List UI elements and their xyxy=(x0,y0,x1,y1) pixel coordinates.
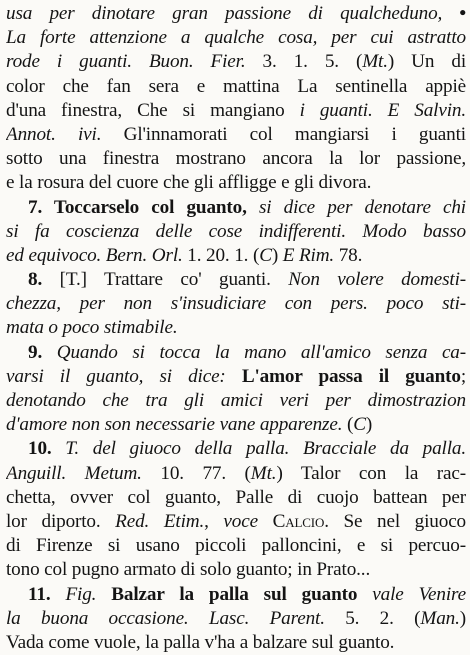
text-segment: 5. 2. ( xyxy=(324,607,421,629)
text-segment: C xyxy=(259,244,272,266)
text-segment: Balzar la palla sul guanto xyxy=(96,583,358,605)
text-segment: Man. xyxy=(420,607,460,629)
text-line xyxy=(6,365,466,389)
text-line xyxy=(6,99,466,123)
text-segment: Anguill. Metum. xyxy=(6,462,142,484)
text-line xyxy=(6,147,466,171)
text-segment: voce xyxy=(223,510,258,532)
text-segment: Quando si tocca la mano all'amico senza ca- xyxy=(56,341,466,363)
text-segment: color che fan sera e mattina La sentinella appiè xyxy=(6,75,466,97)
text-segment: 1. 20. 1. ( xyxy=(182,244,260,266)
text-segment: Mt. xyxy=(362,51,388,73)
text-segment: chezza, per non s'insudiciare con pers. poco sti- xyxy=(6,293,466,315)
text-segment: [T.] Trattare co' guanti. xyxy=(59,269,289,291)
text-segment: 9. xyxy=(28,341,57,363)
text-segment: varsi il guanto, si dice: xyxy=(6,365,242,387)
text-segment: ) xyxy=(365,414,373,436)
text-segment: ed equivoco. Bern. Orl. xyxy=(6,244,183,266)
text-line xyxy=(6,292,466,316)
text-segment: di Firenze si usano piccoli palloncini, e si percuo- xyxy=(6,535,466,557)
text-line xyxy=(6,50,466,74)
text-segment: si dice per denotare chi xyxy=(246,196,466,218)
text-segment: denotando che tra gli amici veri per dimostrazion xyxy=(6,390,466,411)
text-segment: vale Venire xyxy=(357,583,466,605)
text-line xyxy=(6,607,466,631)
text-segment: 3. 1. 5. ( xyxy=(245,51,363,73)
text-segment: la buona occasione. Lasc. Parent. xyxy=(6,607,325,629)
text-segment: d'amore non son necessarie vane apparenze. xyxy=(6,414,343,436)
text-line xyxy=(6,413,466,437)
text-segment: Annot. ivi. xyxy=(6,123,102,145)
text-segment: Non volere domesti- xyxy=(288,269,466,291)
text-segment: mata o poco stimabile. xyxy=(6,317,178,339)
text-segment: ) xyxy=(271,244,283,266)
text-segment: chetta, ovver col guanto, Palle di cuojo battean per xyxy=(6,486,466,508)
text-segment: Gl'innamorati col mangiarsi i guanti xyxy=(101,123,466,145)
text-segment: T. del giuoco della palla. Bracciale da palla. xyxy=(65,438,466,460)
text-segment: , xyxy=(204,510,224,532)
text-line xyxy=(6,316,466,340)
text-line xyxy=(6,268,466,292)
text-segment: Vada come vuole, la palla v'ha a balzare sul guanto. xyxy=(6,631,395,653)
text-segment: C xyxy=(353,414,366,436)
text-line xyxy=(6,558,466,582)
text-line xyxy=(6,534,466,558)
text-segment: usa per dinotare gran passione di qualcheduno, xyxy=(6,3,460,24)
text-segment: . Se nel giuoco xyxy=(324,510,466,532)
text-line xyxy=(6,486,466,510)
text-segment: La forte attenzione a qualche cosa, per cui astratto xyxy=(6,27,466,49)
text-segment: ) xyxy=(459,607,466,629)
text-line xyxy=(6,220,466,244)
text-line xyxy=(6,631,466,655)
text-segment: 10. xyxy=(28,438,66,460)
text-segment: i guanti. E Salvin. xyxy=(299,99,466,121)
text-line xyxy=(6,583,466,607)
text-line xyxy=(6,389,466,413)
text-segment: ) Talor con la rac- xyxy=(276,462,466,484)
text-segment: ) Un di xyxy=(387,51,466,73)
text-segment: tono col pugno armato di solo guanto; in Prato... xyxy=(6,559,371,581)
text-segment: rode i guanti. Buon. Fier. xyxy=(6,51,246,73)
text-segment: lor diporto. xyxy=(6,510,116,532)
text-segment: 7. Toccarselo col guanto, xyxy=(28,196,247,218)
text-line xyxy=(6,341,466,365)
text-line xyxy=(6,244,466,268)
text-segment: 78. xyxy=(334,244,363,266)
text-segment: 8. xyxy=(28,269,60,291)
text-segment: si fa coscienza delle cose indifferenti. Modo basso xyxy=(6,220,466,242)
text-segment: • xyxy=(459,3,466,24)
text-segment: ( xyxy=(342,414,354,436)
text-segment: Fig. xyxy=(65,583,97,605)
text-segment: Mt. xyxy=(250,462,277,484)
text-segment: Calcio xyxy=(257,510,325,532)
text-segment: d'una finestra, Che si mangiano xyxy=(6,99,300,121)
text-segment: e la rosura del cuore che gli affligge e gli divora. xyxy=(6,172,372,194)
text-line xyxy=(6,26,466,50)
text-line xyxy=(6,75,466,99)
text-segment: 11. xyxy=(28,583,66,605)
text-line xyxy=(6,196,466,220)
text-segment: sotto una finestra mostrano ancora la lor passione, xyxy=(6,148,466,170)
text-line xyxy=(6,510,466,534)
text-line xyxy=(6,462,466,486)
text-line xyxy=(6,2,466,26)
text-line xyxy=(6,171,466,195)
text-segment: 10. 77. ( xyxy=(141,462,251,484)
text-line xyxy=(6,437,466,461)
text-line xyxy=(6,123,466,147)
text-segment: E Rim. xyxy=(282,244,335,266)
text-segment: Red. Etim. xyxy=(115,510,205,532)
text-segment: ; xyxy=(460,365,466,387)
text-segment: L'amor passa il guanto xyxy=(241,365,461,387)
